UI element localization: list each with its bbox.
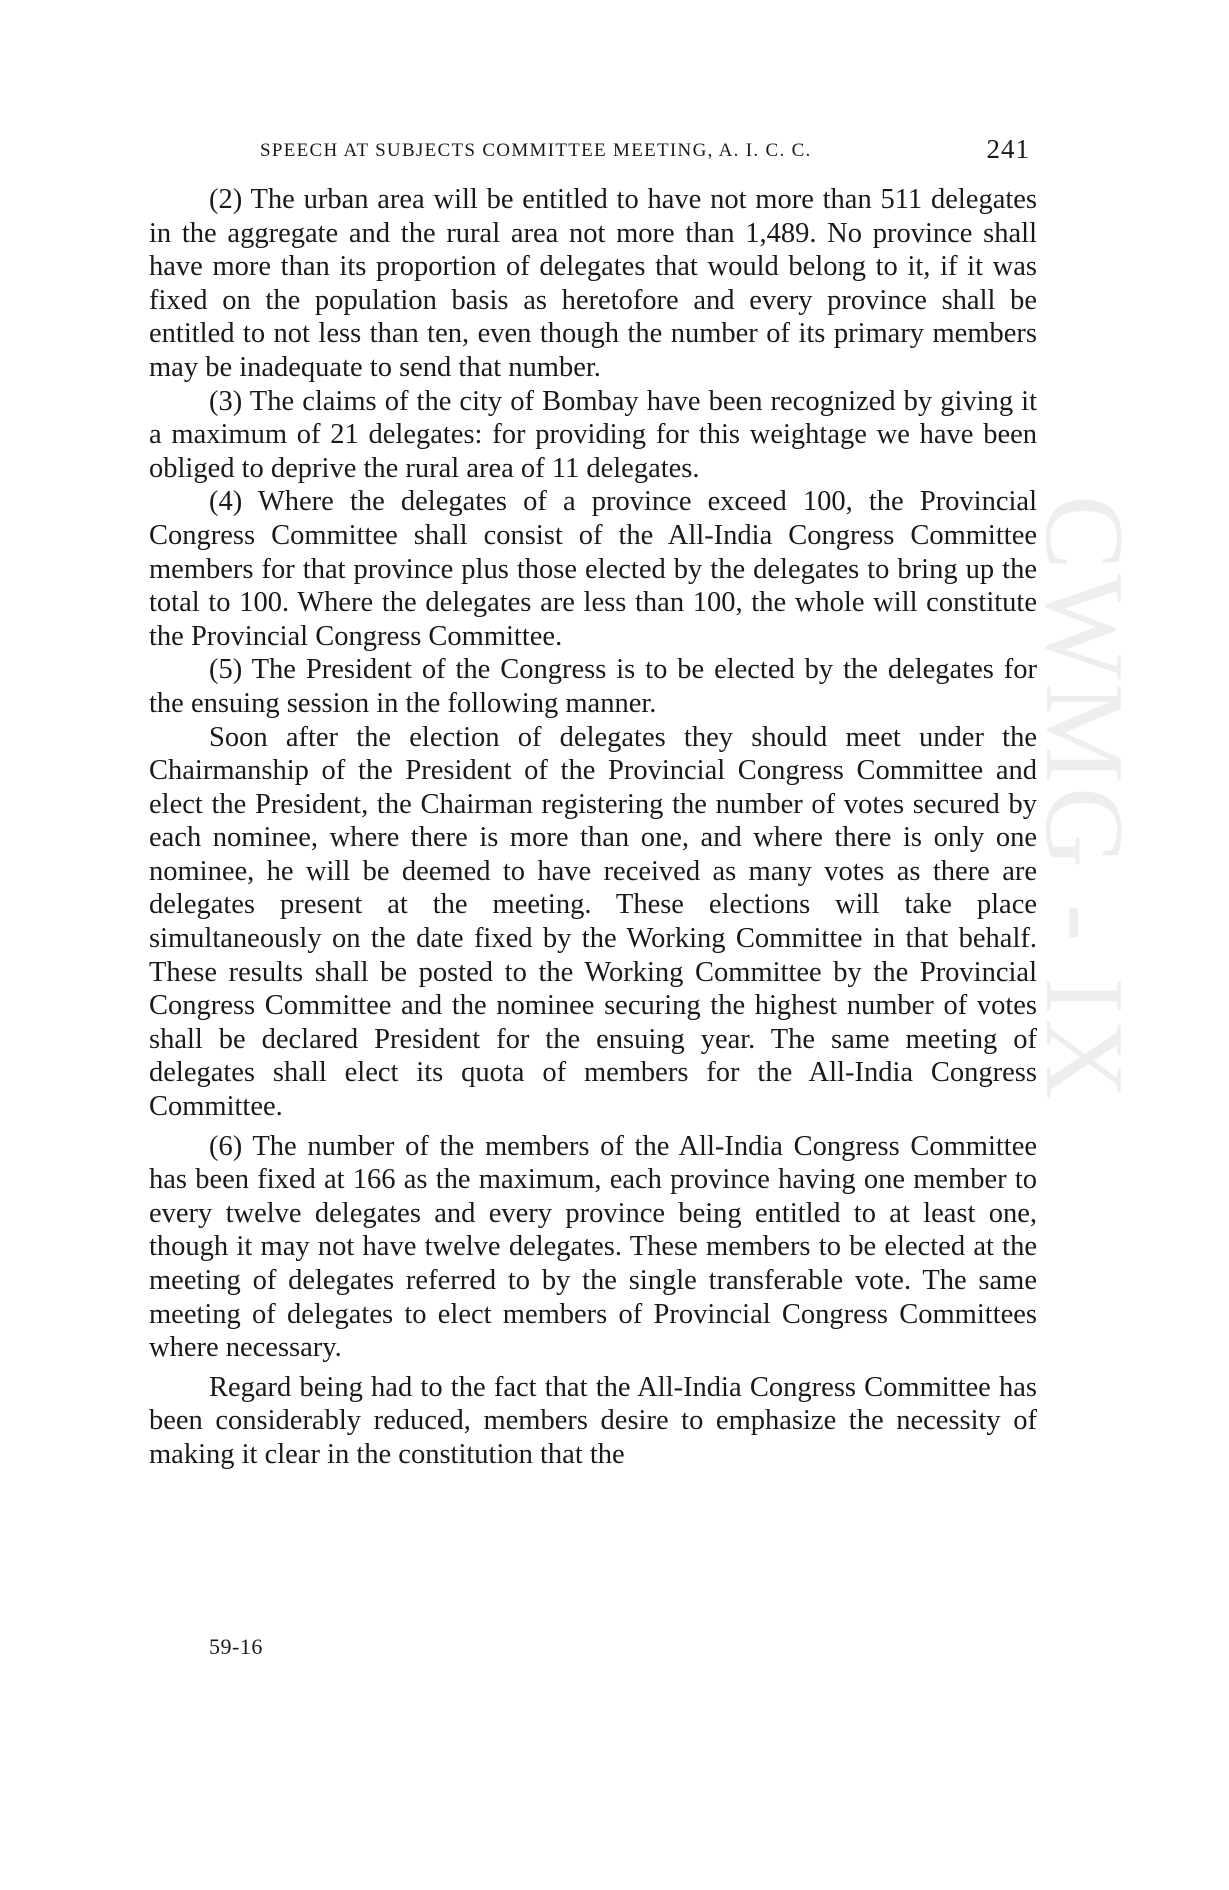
paragraph-clause-3: (3) The claims of the city of Bombay have been recognized by giving it a maximum of 21 delegates: for providing for this weightage we have been obliged to deprive the rural area of 11 delegates. (149, 385, 1037, 484)
paragraph-election-procedure: Soon after the election of delegates they should meet under the Chairmanship of the President of the Provincial Congress Committee and elect the President, the Chairman registering the number of votes secured by each nominee, where there is more than one, and where there is only one nominee, he will be deemed to have received as many votes as there are delegates present at the meeting. These elections will take place simultaneously on the date fixed by the Working Committee in that behalf. These results shall be posted to the Working Committee by the Provincial Congress Committee and the nominee securing the highest number of votes shall be declared President for the ensuing year. The same meeting of delegates shall elect its quota of members for the All-India Congress Committee. (149, 721, 1037, 1123)
paragraph-regard: Regard being had to the fact that the All-India Congress Committee has been considerably reduced, members desire to emphasize the necessity of making it clear in the constitution that the (149, 1371, 1037, 1470)
watermark-text: CWMG - IX (1022, 495, 1146, 1104)
running-title: SPEECH AT SUBJECTS COMMITTEE MEETING, A. I. C. C. (260, 140, 812, 161)
page-number: 241 (986, 134, 1030, 164)
body-text (149, 183, 1037, 1472)
running-header (260, 134, 1030, 174)
signature-mark: 59-16 (209, 1634, 263, 1659)
paragraph-clause-6: (6) The number of the members of the All-India Congress Committee has been fixed at 166 as the maximum, each province having one member to every twelve delegates and every province being entitled to at least one, though it may not have twelve delegates. These members to be elected at the meeting of delegates referred to by the single transferable vote. The same meeting of delegates to elect members of Provincial Congress Committees where necessary. (149, 1130, 1037, 1364)
paragraph-clause-5: (5) The President of the Congress is to be elected by the delegates for the ensuing session in the following manner. (149, 654, 1037, 719)
paragraph-clause-2: (2) The urban area will be entitled to have not more than 511 delegates in the aggregate and the rural area not more than 1,489. No province shall have more than its proportion of delegates that would belong to it, if it was fixed on the population basis as heretofore and every province shall be entitled to not less than ten, even though the number of its primary members may be inadequate to send that number. (149, 184, 1037, 383)
paragraph-clause-4: (4) Where the delegates of a province exceed 100, the Provincial Congress Committee shall consist of the All-India Congress Committee members for that province plus those elected by the delegates to bring up the total to 100. Where the delegates are less than 100, the whole will constitute the Provincial Congress Committee. (149, 486, 1037, 652)
